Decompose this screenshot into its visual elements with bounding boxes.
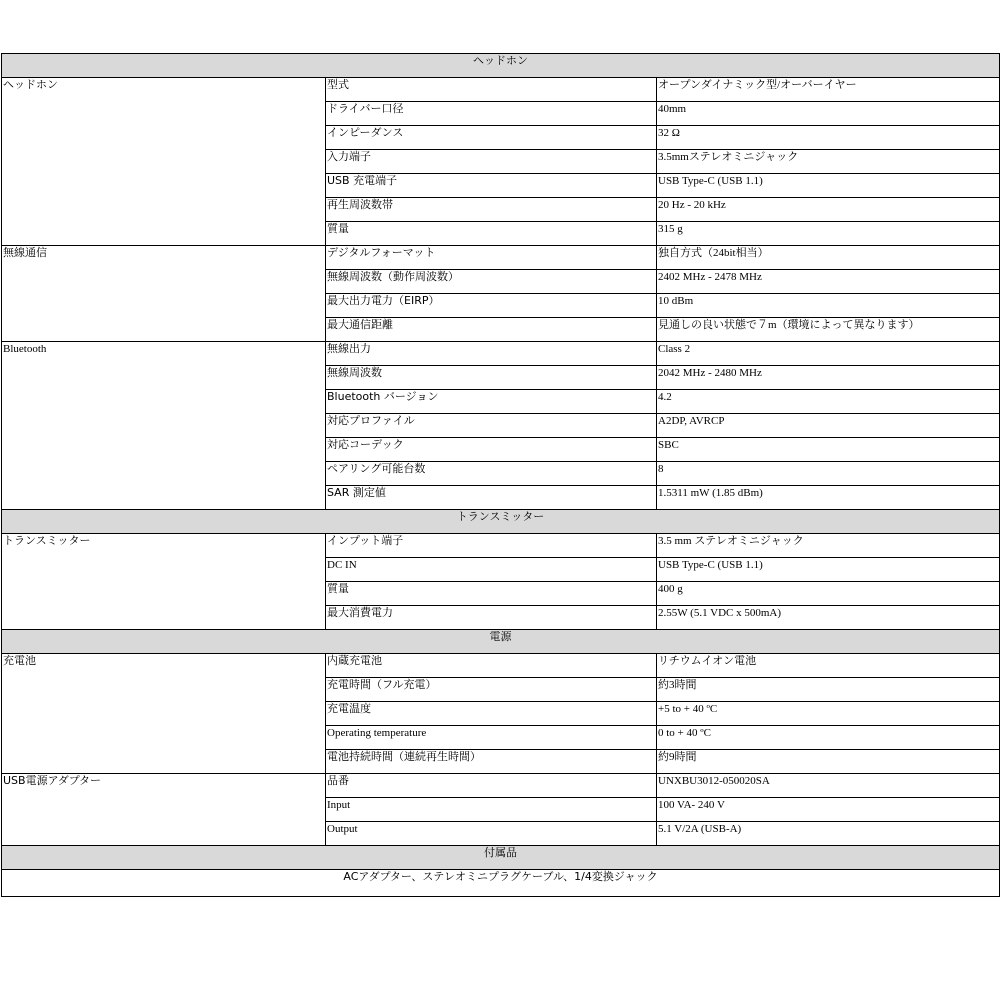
spec-value: USB Type-C (USB 1.1): [657, 558, 1000, 582]
spec-label: Output: [326, 822, 657, 846]
spec-label: 無線周波数: [326, 366, 657, 390]
spec-label: 質量: [326, 222, 657, 246]
spec-value: 2402 MHz - 2478 MHz: [657, 270, 1000, 294]
spec-label: インプット端子: [326, 534, 657, 558]
spec-label: インピーダンス: [326, 126, 657, 150]
spec-label: 無線出力: [326, 342, 657, 366]
section-title: ヘッドホン: [2, 54, 1000, 78]
table-row: [2, 774, 1000, 798]
section-header-power: [2, 630, 1000, 654]
spec-value: 100 VA- 240 V: [657, 798, 1000, 822]
spec-body: [2, 54, 1000, 897]
spec-value: 見通しの良い状態で７m（環境によって異なります）: [657, 318, 1000, 342]
spec-label: 型式: [326, 78, 657, 102]
spec-label: デジタルフォーマット: [326, 246, 657, 270]
spec-label: 充電温度: [326, 702, 657, 726]
table-row: [2, 534, 1000, 558]
spec-value: 32 Ω: [657, 126, 1000, 150]
spec-value: 2042 MHz - 2480 MHz: [657, 366, 1000, 390]
accessories-row: [2, 870, 1000, 897]
group-name: USB電源アダプター: [2, 774, 326, 846]
section-title: トランスミッター: [2, 510, 1000, 534]
spec-value: 4.2: [657, 390, 1000, 414]
spec-label: 入力端子: [326, 150, 657, 174]
section-header-transmitter: [2, 510, 1000, 534]
spec-label: Operating temperature: [326, 726, 657, 750]
section-title: 電源: [2, 630, 1000, 654]
spec-value: 40mm: [657, 102, 1000, 126]
spec-value: オープンダイナミック型/オーバーイヤー: [657, 78, 1000, 102]
spec-label: 最大消費電力: [326, 606, 657, 630]
spec-label: ペアリング可能台数: [326, 462, 657, 486]
group-name: 無線通信: [2, 246, 326, 342]
spec-label: Bluetooth バージョン: [326, 390, 657, 414]
spec-label: 最大出力電力（EIRP）: [326, 294, 657, 318]
accessories-text: ACアダプター、ステレオミニプラグケーブル、1/4変換ジャック: [2, 870, 1000, 897]
spec-value: 独自方式（24bit相当）: [657, 246, 1000, 270]
spec-label: ドライバー口径: [326, 102, 657, 126]
spec-label: USB 充電端子: [326, 174, 657, 198]
spec-value: Class 2: [657, 342, 1000, 366]
group-name: 充電池: [2, 654, 326, 774]
spec-value: +5 to + 40 ºC: [657, 702, 1000, 726]
spec-value: 20 Hz - 20 kHz: [657, 198, 1000, 222]
spec-value: 400 g: [657, 582, 1000, 606]
spec-label: 最大通信距離: [326, 318, 657, 342]
spec-table: [1, 53, 1000, 897]
spec-value: リチウムイオン電池: [657, 654, 1000, 678]
section-header-headphones: [2, 54, 1000, 78]
spec-value: UNXBU3012-050020SA: [657, 774, 1000, 798]
spec-label: 電池持続時間（連続再生時間）: [326, 750, 657, 774]
spec-value: SBC: [657, 438, 1000, 462]
spec-value: 8: [657, 462, 1000, 486]
spec-value: 約9時間: [657, 750, 1000, 774]
spec-value: 10 dBm: [657, 294, 1000, 318]
spec-value: A2DP, AVRCP: [657, 414, 1000, 438]
spec-value: 約3時間: [657, 678, 1000, 702]
table-row: [2, 78, 1000, 102]
group-name: ヘッドホン: [2, 78, 326, 246]
spec-label: 対応プロファイル: [326, 414, 657, 438]
spec-value: 3.5mmステレオミニジャック: [657, 150, 1000, 174]
spec-label: 内蔵充電池: [326, 654, 657, 678]
spec-label: 質量: [326, 582, 657, 606]
spec-label: 対応コーデック: [326, 438, 657, 462]
table-row: [2, 654, 1000, 678]
spec-label: 充電時間（フル充電）: [326, 678, 657, 702]
spec-label: Input: [326, 798, 657, 822]
spec-value: 0 to + 40 ºC: [657, 726, 1000, 750]
section-header-accessories: [2, 846, 1000, 870]
table-row: [2, 246, 1000, 270]
spec-value: 2.55W (5.1 VDC x 500mA): [657, 606, 1000, 630]
spec-value: 3.5 mm ステレオミニジャック: [657, 534, 1000, 558]
spec-label: 品番: [326, 774, 657, 798]
spec-value: 5.1 V/2A (USB-A): [657, 822, 1000, 846]
spec-label: SAR 測定値: [326, 486, 657, 510]
section-title: 付属品: [2, 846, 1000, 870]
spec-value: 315 g: [657, 222, 1000, 246]
spec-label: 再生周波数帯: [326, 198, 657, 222]
group-name: Bluetooth: [2, 342, 326, 510]
table-row: [2, 342, 1000, 366]
spec-value: USB Type-C (USB 1.1): [657, 174, 1000, 198]
group-name: トランスミッター: [2, 534, 326, 630]
spec-label: DC IN: [326, 558, 657, 582]
spec-label: 無線周波数（動作周波数）: [326, 270, 657, 294]
spec-value: 1.5311 mW (1.85 dBm): [657, 486, 1000, 510]
